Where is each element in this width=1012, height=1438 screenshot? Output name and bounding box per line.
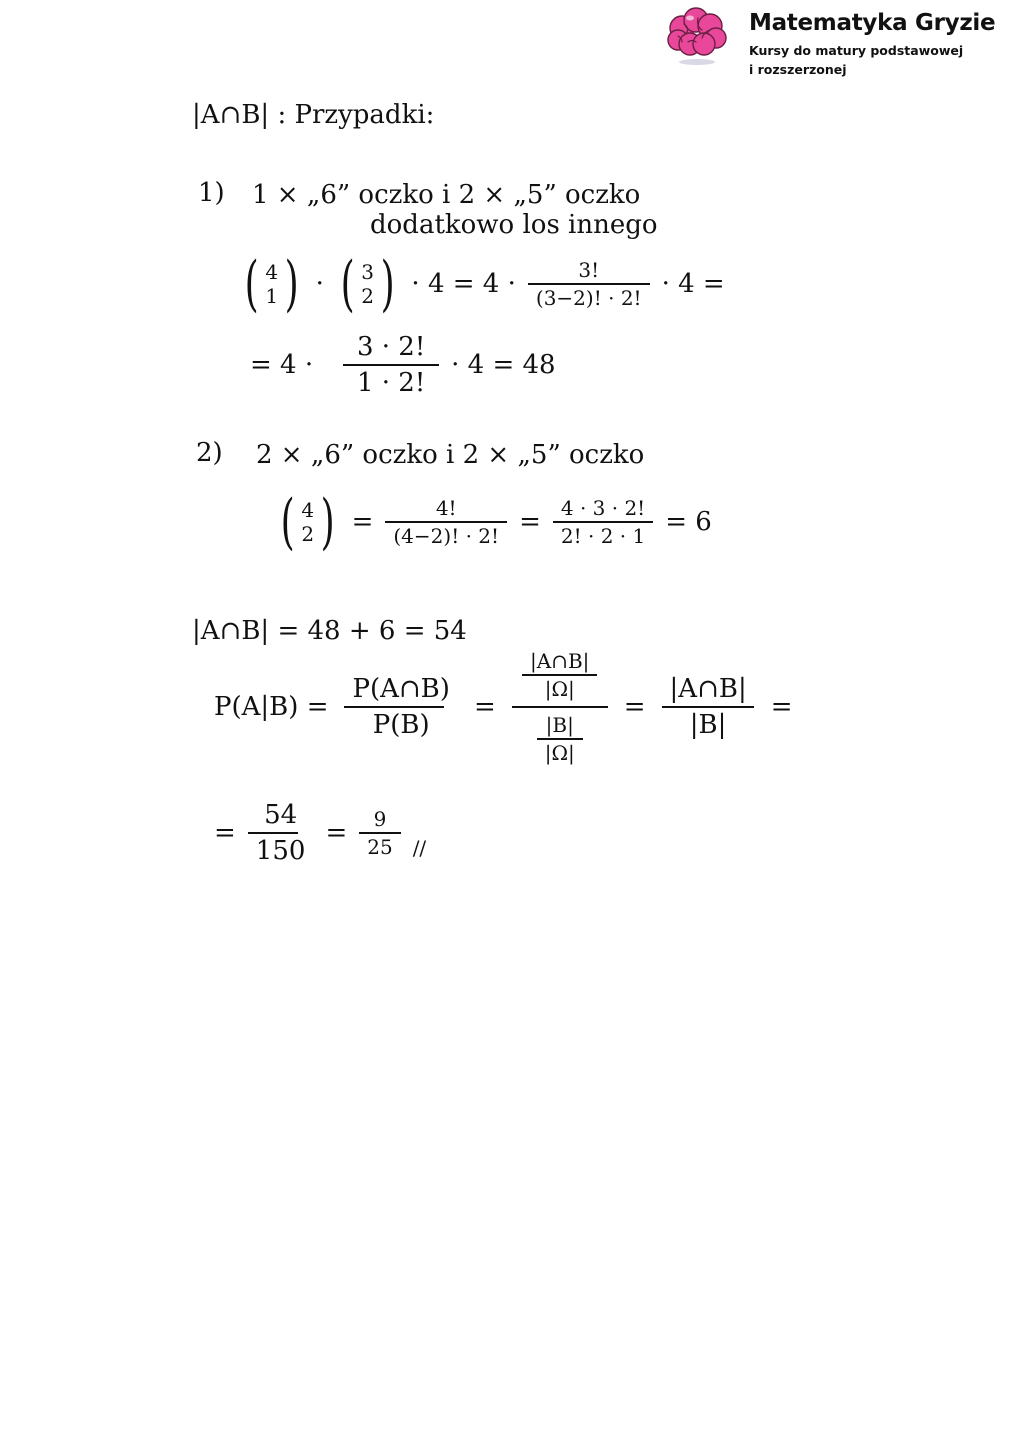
section-header: |A∩B| : Przypadki: [192,100,435,130]
sum-line: |A∩B| = 48 + 6 = 54 [192,616,467,646]
case1-equation-line2 [250,330,556,400]
end-mark: // [412,836,427,860]
brand-subtitle-line2: i rozszerzonej [749,62,847,77]
case1-equation-line1 [240,249,725,319]
equation-tail: · 4 = [661,269,725,299]
nested-fraction [512,648,608,766]
fraction: $\frac{9}{25}$ [359,806,400,860]
fraction: $\frac{4 \cdot 3 \cdot 2!}{2! \cdot 2 \cdot 1}$ [553,495,653,549]
fraction: $\frac{|B|}{|\Omega|}$ [537,712,583,766]
fraction: $\frac{3 \cdot 2!}{1 \cdot 2!}$ [343,330,439,400]
dot: · [315,269,324,299]
case1-label: 1) [198,178,225,208]
fraction: $\frac{54}{150}$ [248,798,314,868]
binomial: ( 3 2 ) [340,249,395,319]
fraction: $\frac{|A\cap B|}{|\Omega|}$ [522,648,597,702]
fraction: $\frac{4!}{(4-2)! \cdot 2!}$ [385,495,507,549]
equals: = [351,507,374,537]
case1-description: 1 × „6” oczko i 2 × „5” oczko [252,180,641,210]
equals: = [214,818,236,848]
binomial: ( 4 2 ) [280,487,335,557]
brand-title: Matematyka Gryzie [749,10,996,36]
case2-equation [276,487,712,557]
case1-description-2: dodatkowo los innego [370,210,658,240]
final-result [214,798,426,868]
case2-label: 2) [196,438,223,468]
fraction: $\frac{|A\cap B|}{|B|}$ [662,672,755,742]
equals: = [770,692,793,722]
fraction: $\frac{P(A\cap B)}{P(B)}$ [344,672,457,742]
equation-prefix: = 4 · [250,350,314,380]
brain-icon [664,6,730,68]
brand-header [664,6,1004,76]
equals: = [325,818,348,848]
multiplier: · 4 = 4 · [411,269,516,299]
conditional-probability [214,648,793,766]
case2-description: 2 × „6” oczko i 2 × „5” oczko [256,440,645,470]
binomial: ( 4 1 ) [244,249,299,319]
equation-result: = 6 [665,507,712,537]
equals: = [623,692,646,722]
fraction: $\frac{3!}{(3-2)! \cdot 2!}$ [528,257,650,311]
equals: = [473,692,496,722]
probability-lhs: P(A|B) = [214,692,329,722]
equals: = [519,507,541,537]
brand-subtitle [749,41,963,79]
equation-result: · 4 = 48 [451,350,556,380]
brand-subtitle-line1: Kursy do matury podstawowej [749,43,964,58]
